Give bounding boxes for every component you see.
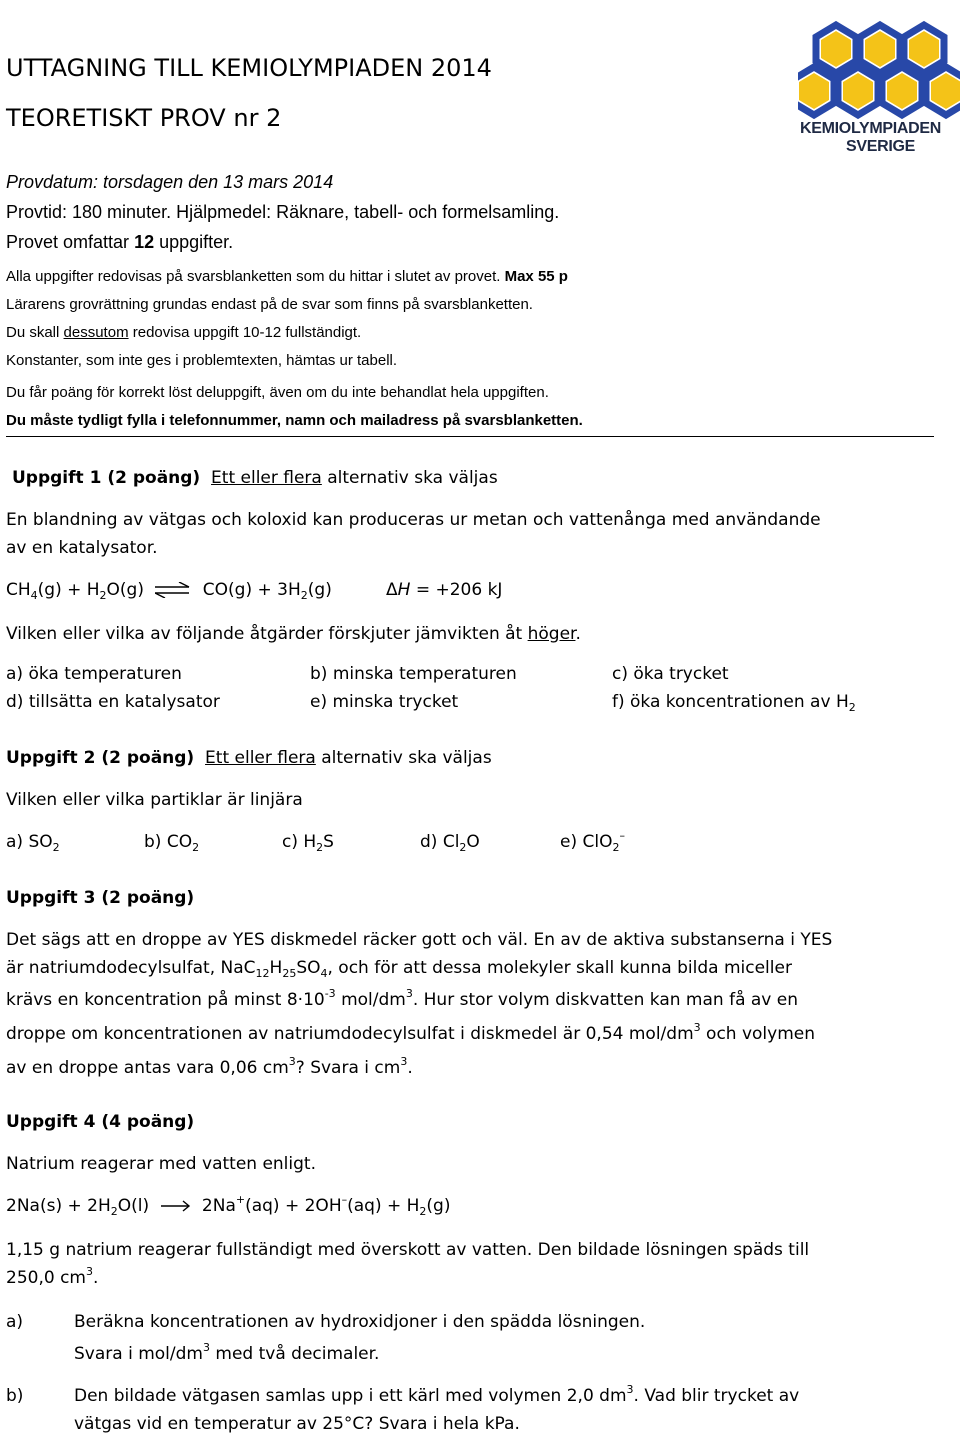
q1-text-2: av en katalysator.	[6, 538, 158, 558]
q3-line-1: Det sägs att en droppe av YES diskmedel räcker gott och väl. En av de aktiva substanserna i YES	[6, 930, 833, 950]
q4-text-2: 250,0 $cm^3$.	[6, 1265, 99, 1288]
q1-delta-h: ΔH = +206 kJ	[386, 580, 503, 600]
q1-option-d: d) tillsätta en katalysator	[6, 692, 220, 712]
q2-option-b: b) $CO_2$	[144, 832, 200, 854]
q4-heading: Uppgift 4 (4 poäng)	[6, 1112, 195, 1132]
q4-text-1: 1,15 g natrium reagerar fullständigt med överskott av vatten. Den bildade lösningen späds till	[6, 1240, 810, 1260]
q2-question: Vilken eller vilka partiklar är linjära	[6, 790, 303, 810]
q3-line-3: krävs en koncentration på minst $8\cdot 10^{-3}$ mol/$dm^3$. Hur stor volym diskvatten kan man få av en	[6, 987, 799, 1010]
q2-heading: Uppgift 2 (2 poäng) Ett eller flera alternativ ska väljas	[6, 748, 492, 768]
q4b-label: b)	[6, 1386, 24, 1406]
q4b-text-2: vätgas vid en temperatur av 25°C? Svara i hela kPa.	[74, 1414, 520, 1434]
exam-subtitle: TEORETISKT PROV nr 2	[6, 104, 282, 132]
reaction-arrow-icon	[161, 1200, 191, 1212]
q1-option-a: a) öka temperaturen	[6, 664, 182, 684]
q3-line-4: droppe om koncentrationen av natriumdodecylsulfat i diskmedel är 0,54 mol/$dm^3$ och volymen	[6, 1021, 816, 1044]
q1-option-b: b) minska temperaturen	[310, 664, 517, 684]
q1-option-f: f) öka koncentrationen av $H_2$	[612, 692, 856, 714]
q4a-text-2: Svara i mol/$dm^3$ med två decimaler.	[74, 1341, 380, 1364]
exam-title: UTTAGNING TILL KEMIOLYMPIADEN 2014	[6, 54, 492, 82]
exam-time: Provtid: 180 minuter. Hjälpmedel: Räknare, tabell- och formelsamling.	[6, 202, 560, 222]
equilibrium-arrow-icon	[155, 582, 191, 598]
q4b-text-1: Den bildade vätgasen samlas upp i ett kärl med volymen 2,0 $dm^3$. Vad blir trycket av	[74, 1383, 800, 1406]
q3-line-2: är natriumdodecylsulfat, $NaC_{12}H_{25}SO_4$, och för att dessa molekyler skall kunna bilda miceller	[6, 958, 792, 980]
instruction-4: Konstanter, som inte ges i problemtexten, hämtas ur tabell.	[6, 352, 398, 369]
exam-date: Provdatum: torsdagen den 13 mars 2014	[6, 172, 334, 192]
q1-equation: $CH_4(g) + H_2O(g) CO(g) + 3H_2(g)$	[6, 580, 332, 602]
q1-option-c: c) öka trycket	[612, 664, 729, 684]
q2-option-e: e) ClO$_2$–	[560, 829, 625, 854]
instruction-6: Du måste tydligt fylla i telefonnummer, namn och mailadress på svarsblanketten.	[6, 412, 583, 429]
q4a-text-1: Beräkna koncentrationen av hydroxidjoner i den spädda lösningen.	[74, 1312, 646, 1332]
divider-rule	[6, 436, 934, 437]
instruction-2: Lärarens grovrättning grundas endast på de svar som finns på svarsblanketten.	[6, 296, 533, 313]
exam-task-count: Provet omfattar 12 uppgifter.	[6, 232, 234, 252]
instruction-3: Du skall dessutom redovisa uppgift 10-12 fullständigt.	[6, 324, 362, 341]
instruction-5: Du får poäng för korrekt löst deluppgift, även om du inte behandlat hela uppgiften.	[6, 384, 549, 401]
q3-line-5: av en droppe antas vara 0,06 $cm^3$? Svara i $cm^3$.	[6, 1055, 413, 1078]
q1-heading: Uppgift 1 (2 poäng) Ett eller flera alternativ ska väljas	[12, 468, 498, 488]
q2-option-a: a) $SO_2$	[6, 832, 60, 854]
q2-option-d: d) $Cl_2O$	[420, 832, 480, 854]
q3-heading: Uppgift 3 (2 poäng)	[6, 888, 195, 908]
q1-text-1: En blandning av vätgas och koloxid kan produceras ur metan och vattenånga med användande	[6, 510, 821, 530]
logo-text-line1: KEMIOLYMPIADEN	[800, 120, 942, 137]
q4-equation: $2Na(s) + 2H_2O(l) 2Na^+(aq) + 2OH^-(aq) + H_2(g)$	[6, 1193, 451, 1218]
logo-text-line2: SVERIGE	[846, 138, 916, 155]
q2-option-c: c) $H_2S$	[282, 832, 334, 854]
q4a-label: a)	[6, 1312, 24, 1332]
q1-question: Vilken eller vilka av följande åtgärder förskjuter jämvikten åt höger.	[6, 624, 581, 644]
instruction-1: Alla uppgifter redovisas på svarsblanketten som du hittar i slutet av provet. Max 55 p	[6, 268, 568, 285]
q4-intro: Natrium reagerar med vatten enligt.	[6, 1154, 316, 1174]
q1-option-e: e) minska trycket	[310, 692, 459, 712]
